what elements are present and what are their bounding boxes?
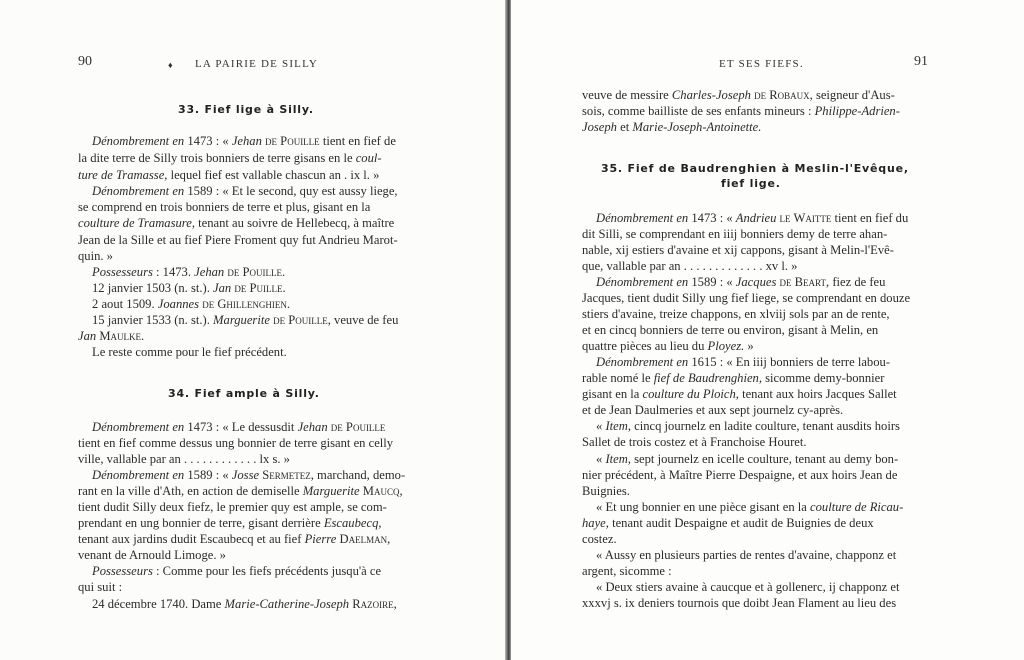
text-line: Jean de la Sille et au fief Piere Froment quy fut Andrieu Marot- xyxy=(78,233,398,247)
running-head: LA PAIRIE DE SILLY xyxy=(195,58,319,70)
text-line: que, vallable par an . . . . . . . . . . . . . xv l. » xyxy=(582,259,798,273)
text-line: « Item, cincq journelz en ladite coulture, tenant ausdits hoirs xyxy=(596,419,900,433)
text-line: 2 aout 1509. Joannes de Ghillenghien. xyxy=(92,297,291,311)
text-line: Dénombrement en 1615 : « En iiij bonniers de terre labou- xyxy=(596,355,891,369)
text-line: stiers d'avaine, treize chappons, en xlviij sols par an de rente, xyxy=(582,307,890,321)
section-title-35-cont: fief lige. xyxy=(721,177,781,190)
text-line: Dénombrement en 1589 : « Jacques de Beart, fiez de feu xyxy=(596,275,886,289)
text-line: ture de Tramasse, lequel fief est vallable chascun an . ix l. » xyxy=(78,168,380,182)
text-line: Dénombrement en 1473 : « Le dessusdit Jehan de Pouille xyxy=(92,420,386,434)
text-line: coulture de Tramasure, tenant au soivre de Hellebecq, à maître xyxy=(78,216,395,230)
text-line: « Deux stiers avaine à caucque et à gollenerc, ij chapponz et xyxy=(596,580,900,594)
text-line: rable nomé le fief de Baudrenghien, sicomme demy-bonnier xyxy=(582,371,885,385)
text-line: Dénombrement en 1473 : « Andrieu le Waitte tient en fief du xyxy=(596,211,909,225)
text-line: Jan Maulke. xyxy=(78,329,145,343)
section-title-33: 33. Fief lige à Silly. xyxy=(178,103,314,116)
text-line: Possesseurs : 1473. Jehan de Pouille. xyxy=(92,265,286,279)
text-line: Dénombrement en 1473 : « Jehan de Pouille tient en fief de xyxy=(92,134,396,148)
text-line: Sallet de trois costez et à Franchoise Houret. xyxy=(582,435,807,449)
text-line: se comprend en trois bonniers de terre et plus, gisant en la xyxy=(78,200,371,214)
text-line: la dite terre de Silly trois bonniers de terre gisans en le coul- xyxy=(78,151,382,165)
text-line: costez. xyxy=(582,532,617,546)
text-line: et de Jean Daulmeries et aux sept journelz cy-après. xyxy=(582,403,844,417)
running-head-ornament: ♦ xyxy=(168,60,174,70)
page-number: 91 xyxy=(914,54,928,69)
text-line: Dénombrement en 1589 : « Josse Sermetez, marchand, demo- xyxy=(92,468,406,482)
text-line: sois, comme bailliste de ses enfants mineurs : Philippe-Adrien- xyxy=(582,104,900,118)
text-line: venant de Arnould Limoge. » xyxy=(78,548,226,562)
section-title-34: 34. Fief ample à Silly. xyxy=(168,387,320,400)
text-line: Dénombrement en 1589 : « Et le second, quy est aussy liege, xyxy=(92,184,398,198)
text-line: rant en la ville d'Ath, en action de demiselle Marguerite Maucq, xyxy=(78,484,403,498)
text-line: tient dudit Silly deux fiefz, le premier quy est ample, se com- xyxy=(78,500,387,514)
page-number: 90 xyxy=(78,54,92,69)
text-line: « Item, sept journelz en icelle coulture, tenant au demy bon- xyxy=(596,452,899,466)
text-line: haye, tenant audit Despaigne et audit de Buignies de deux xyxy=(582,516,874,530)
text-line: quin. » xyxy=(78,249,113,263)
text-line: « Aussy en plusieurs parties de rentes d'avaine, chapponz et xyxy=(596,548,897,562)
text-line: nable, xij estiers d'avaine et xij cappons, gisant à Melin-l'Evê- xyxy=(582,243,894,257)
text-line: Buignies. xyxy=(582,484,630,498)
text-line: Possesseurs : Comme pour les fiefs précédents jusqu'à ce xyxy=(92,564,382,578)
text-line: 12 janvier 1503 (n. st.). Jan de Puille. xyxy=(92,281,286,295)
text-line: nier précédent, à Maître Pierre Despaigne, et aux hoirs Jean de xyxy=(582,468,898,482)
text-line: « Et ung bonnier en une pièce gisant en la coulture de Ricau- xyxy=(596,500,904,514)
text-line: xxxvj s. ix deniers tournois que doibt Jean Flament au lieu des xyxy=(582,596,897,610)
text-line: gisant en la coulture du Ploich, tenant aux hoirs Jacques Sallet xyxy=(582,387,897,401)
text-line: et en cincq bonniers de terre ou environ, gisant à Melin, en xyxy=(582,323,879,337)
text-line: dit Silli, se comprendant en iiij bonniers demy de terre ahan- xyxy=(582,227,888,241)
text-line: Le reste comme pour le fief précédent. xyxy=(92,345,287,359)
right-page xyxy=(511,0,1024,660)
text-line: 15 janvier 1533 (n. st.). Marguerite de Pouille, veuve de feu xyxy=(92,313,399,327)
text-line: tenant aux jardins dudit Escaubecq et au fief Pierre Daelman, xyxy=(78,532,391,546)
left-page xyxy=(0,0,505,660)
text-line: qui suit : xyxy=(78,580,123,594)
text-line: argent, sicomme : xyxy=(582,564,672,578)
text-line: 24 décembre 1740. Dame Marie-Catherine-Joseph Razoire, xyxy=(92,597,397,611)
text-line: Joseph et Marie-Joseph-Antoinette. xyxy=(582,120,762,134)
text-line: veuve de messire Charles-Joseph de Robaux, seigneur d'Aus- xyxy=(582,88,895,102)
running-head: ET SES FIEFS. xyxy=(719,58,804,70)
text-line: tient en fief comme dessus ung bonnier de terre gisant en celly xyxy=(78,436,394,450)
text-line: quattre pièces au lieu du Ployez. » xyxy=(582,339,754,353)
section-title-35: 35. Fief de Baudrenghien à Meslin-l'Evêque, xyxy=(601,162,909,175)
text-line: ville, vallable par an . . . . . . . . . . . . lx s. » xyxy=(78,452,290,466)
text-line: prendant en ung bonnier de terre, gisant derrière Escaubecq, xyxy=(78,516,382,530)
text-line: Jacques, tient dudit Silly ung fief liege, se comprendant en douze xyxy=(582,291,911,305)
